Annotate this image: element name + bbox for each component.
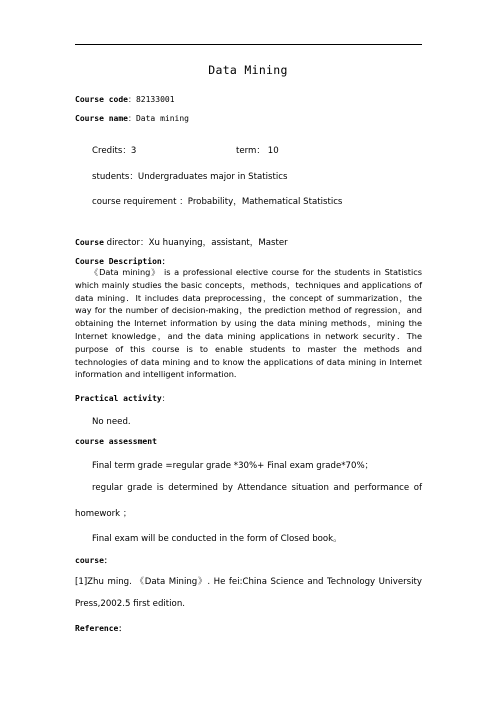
requirement-text: course requirement ：Probability，Mathematical Statistics <box>92 197 343 207</box>
description-heading: Course Description： <box>75 257 170 266</box>
header-rule <box>75 44 422 45</box>
course-name-line <box>75 113 189 124</box>
assessment-line-2a-text: regular grade is determined by Attendance situation and performance of <box>92 483 422 493</box>
course-ref-1b: Press,2002.5 first edition. <box>75 599 185 609</box>
course-code-value: ：82133001 <box>127 95 175 104</box>
credits-text: Credits：3 <box>92 146 137 156</box>
practical-heading-line <box>75 393 170 404</box>
director-label: Course <box>75 238 104 247</box>
course-ref-1a: [1]Zhu ming. 《Data Mining》. He fei:China Science and Technology University <box>75 577 422 587</box>
director-value: director：Xu huanying，assistant，Master <box>103 238 288 248</box>
course-code-line <box>75 94 175 105</box>
practical-heading: Practical activity <box>75 394 162 403</box>
practical-text: No need. <box>92 417 131 427</box>
course-name-label: Course name <box>75 114 128 123</box>
course-code-label: Course code <box>75 95 128 104</box>
assessment-line-3: Final exam will be conducted in the form of Closed book。 <box>92 534 342 544</box>
assessment-heading: course assessment <box>75 437 157 446</box>
description-text: 《Data mining》 is a professional elective course for the students in Statistics which mainly studies the basic concepts，methods，techniques and applications of data mining．It includes data preprocessing，the concept of summarization，the way for the number of decision-making，the prediction method of regression，and obtaining the Internet information by using the data mining methods，mining the Internet knowledge，and the data mining applications in network security．The purpose of this course is to enable students to master the methods and technologies of data mining and to know the applications of data mining in Internet information and intelligent information． <box>75 267 422 380</box>
course-name-value: ：Data mining <box>127 114 189 123</box>
assessment-line-2b: homework ； <box>75 509 132 519</box>
practical-colon: ： <box>161 394 170 403</box>
term-text: term： 10 <box>236 146 279 156</box>
description-paragraph <box>75 266 422 381</box>
assessment-line-1: Final term grade =regular grade *30%+ Final exam grade*70%； <box>92 461 374 471</box>
reference-heading: Reference： <box>75 624 127 633</box>
students-text: students：Undergraduates major in Statistics <box>92 172 288 182</box>
course-heading: course： <box>75 556 112 565</box>
document-title: Data Mining <box>208 63 288 77</box>
director-line <box>75 236 288 248</box>
assessment-line-2a <box>75 483 422 493</box>
